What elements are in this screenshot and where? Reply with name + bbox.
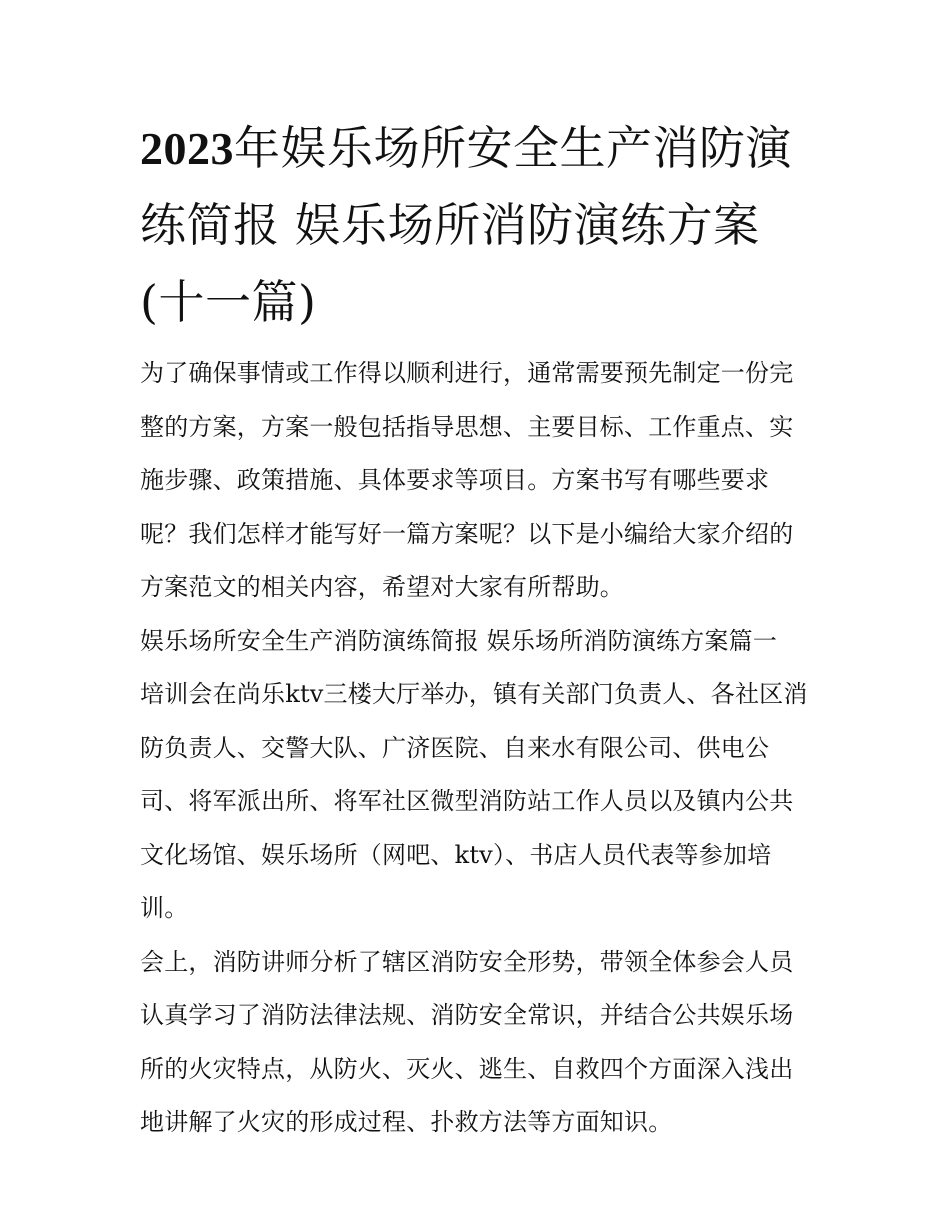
document-page (140, 110, 815, 1150)
document-body (140, 347, 815, 1150)
title-text: 年娱乐场所安全生产消防演练简报 娱乐场所消防演练方案(十一篇) (140, 121, 792, 329)
body-paragraph: 培训会在尚乐ktv三楼大厅举办，镇有关部门负责人、各社区消防负责人、交警大队、广济医院、自来水有限公司、供电公司、将军派出所、将军社区微型消防站工作人员以及镇内公共文化场馆、娱乐场所（网吧、ktv）、书店人员代表等参加培训。 (140, 680, 808, 922)
title-year: 2023 (140, 123, 234, 174)
body-paragraph: 会上，消防讲师分析了辖区消防安全形势，带领全体参会人员认真学习了消防法律法规、消防安全常识，并结合公共娱乐场所的火灾特点，从防火、灭火、逃生、自救四个方面深入浅出地讲解了火灾的形成过程、扑救方法等方面知识。 (140, 947, 794, 1136)
document-title (140, 110, 815, 341)
section-heading: 娱乐场所安全生产消防演练简报 娱乐场所消防演练方案篇一 (140, 626, 778, 655)
intro-paragraph: 为了确保事情或工作得以顺利进行，通常需要预先制定一份完整的方案，方案一般包括指导思想、主要目标、工作重点、实施步骤、政策措施、具体要求等项目。方案书写有哪些要求呢？我们怎样才能写好一篇方案呢？以下是小编给大家介绍的方案范文的相关内容，希望对大家有所帮助。 (140, 359, 794, 601)
